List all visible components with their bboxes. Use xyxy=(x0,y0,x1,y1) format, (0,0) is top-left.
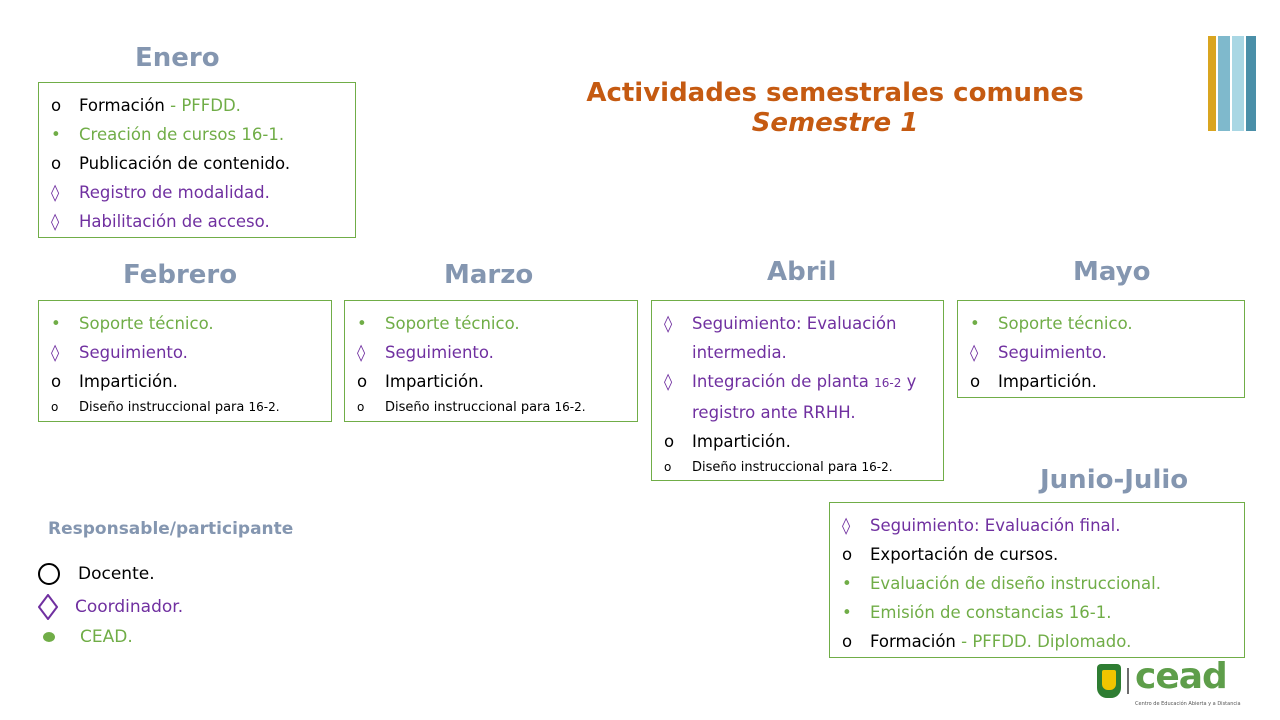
list-item xyxy=(49,338,321,367)
list-item xyxy=(968,309,1234,338)
list-item xyxy=(49,178,345,207)
month-heading-junio-julio: Junio-Julio xyxy=(1040,465,1189,495)
bullet-marker: ◊ xyxy=(51,343,60,362)
list-item-text: Exportación de cursos. xyxy=(870,545,1059,564)
month-box-febrero xyxy=(38,300,332,422)
list-item xyxy=(968,338,1234,367)
legend-item-docente xyxy=(38,563,155,585)
bar-teal-3 xyxy=(1246,36,1256,131)
bullet-marker: o xyxy=(842,632,853,651)
list-item-text: Soporte técnico. xyxy=(385,314,520,333)
bullet-marker: • xyxy=(842,603,852,622)
bullet-marker: o xyxy=(51,96,62,115)
bullet-marker: ◊ xyxy=(51,183,60,202)
list-item xyxy=(49,367,321,396)
month-heading-abril: Abril xyxy=(767,257,837,287)
logo-wordmark: cead xyxy=(1135,656,1227,697)
list-item xyxy=(840,540,1234,569)
cead-logo xyxy=(1097,656,1252,712)
list-item-text: Seguimiento. xyxy=(998,343,1107,362)
list-item-text: Emisión de constancias 16-1. xyxy=(870,603,1112,622)
legend-label-cead: CEAD. xyxy=(80,627,133,647)
list-item-text: Impartición. xyxy=(692,432,791,451)
list-item xyxy=(355,367,627,396)
bullet-marker: • xyxy=(51,125,61,144)
list-item xyxy=(662,427,933,456)
bullet-marker: • xyxy=(842,574,852,593)
list-item-text: Seguimiento: Evaluación final. xyxy=(870,516,1121,535)
list-item xyxy=(49,149,345,178)
month-heading-enero: Enero xyxy=(135,43,220,73)
title-line-1: Actividades semestrales comunes xyxy=(586,78,1084,108)
month-box-marzo xyxy=(344,300,638,422)
bullet-marker: o xyxy=(51,400,59,414)
month-heading-marzo: Marzo xyxy=(444,260,534,290)
bullet-marker: o xyxy=(664,460,672,474)
diamond-outline-icon xyxy=(38,594,58,620)
bullet-marker: ◊ xyxy=(664,372,673,391)
legend-item-cead xyxy=(38,627,133,647)
list-item xyxy=(662,367,933,427)
bullet-marker: o xyxy=(970,372,981,391)
bullet-marker: o xyxy=(842,545,853,564)
list-item-text: Integración de planta 16-2 y registro ante RRHH. xyxy=(692,372,917,422)
bullet-marker: ◊ xyxy=(664,314,673,333)
bar-gold xyxy=(1208,36,1216,131)
list-item xyxy=(840,627,1234,656)
month-box-mayo xyxy=(957,300,1245,398)
list-item-text: Formación - PFFDD. xyxy=(79,96,241,115)
list-item xyxy=(49,120,345,149)
list-item-text: Evaluación de diseño instruccional. xyxy=(870,574,1161,593)
list-item xyxy=(662,456,933,479)
title-line-2: Semestre 1 xyxy=(751,108,919,138)
list-item-text: Impartición. xyxy=(79,372,178,391)
list-item xyxy=(355,309,627,338)
list-item-text: Impartición. xyxy=(385,372,484,391)
list-item-text: Publicación de contenido. xyxy=(79,154,291,173)
circle-outline-icon xyxy=(38,563,60,585)
page-title xyxy=(560,78,1110,138)
bullet-marker: o xyxy=(357,372,368,391)
month-box-abril xyxy=(651,300,944,481)
list-item xyxy=(840,598,1234,627)
logo-divider xyxy=(1127,668,1129,694)
month-box-enero xyxy=(38,82,356,238)
list-item-text: Formación - PFFDD. Diplomado. xyxy=(870,632,1132,651)
list-item-text: Soporte técnico. xyxy=(79,314,214,333)
bullet-marker: • xyxy=(51,314,61,333)
dot-filled-icon xyxy=(43,632,55,642)
list-item xyxy=(355,396,627,419)
list-item xyxy=(49,91,345,120)
list-item-text: Diseño instruccional para 16-2. xyxy=(79,400,280,415)
list-item-text: Diseño instruccional para 16-2. xyxy=(385,400,586,415)
list-item xyxy=(355,338,627,367)
list-item xyxy=(49,207,345,236)
list-item-text: Diseño instruccional para 16-2. xyxy=(692,460,893,475)
bar-teal-2 xyxy=(1232,36,1244,131)
list-item xyxy=(49,309,321,338)
month-box-junio-julio xyxy=(829,502,1245,658)
list-item xyxy=(840,511,1234,540)
bullet-marker: o xyxy=(51,372,62,391)
list-item xyxy=(968,367,1234,396)
legend-label-docente: Docente. xyxy=(78,564,155,584)
legend-item-coordinador xyxy=(38,594,183,620)
list-item-text: Creación de cursos 16-1. xyxy=(79,125,285,144)
month-heading-febrero: Febrero xyxy=(123,260,238,290)
legend-label-coordinador: Coordinador. xyxy=(75,597,184,617)
list-item-text: Impartición. xyxy=(998,372,1097,391)
list-item-text: Registro de modalidad. xyxy=(79,183,270,202)
decorative-bars xyxy=(1208,36,1256,131)
bullet-marker: ◊ xyxy=(970,343,979,362)
bullet-marker: o xyxy=(51,154,62,173)
list-item xyxy=(49,396,321,419)
bullet-marker: • xyxy=(357,314,367,333)
bullet-marker: ◊ xyxy=(357,343,366,362)
list-item-text: Soporte técnico. xyxy=(998,314,1133,333)
bullet-marker: ◊ xyxy=(842,516,851,535)
list-item-text: Seguimiento: Evaluación intermedia. xyxy=(692,314,897,362)
list-item xyxy=(662,309,933,367)
bar-teal-1 xyxy=(1218,36,1230,131)
list-item-text: Habilitación de acceso. xyxy=(79,212,270,231)
list-item-text: Seguimiento. xyxy=(385,343,494,362)
bullet-marker: o xyxy=(664,432,675,451)
list-item xyxy=(840,569,1234,598)
bullet-marker: o xyxy=(357,400,365,414)
month-heading-mayo: Mayo xyxy=(1073,257,1151,287)
logo-tagline: Centro de Educación Abierta y a Distancia xyxy=(1135,701,1241,707)
bullet-marker: ◊ xyxy=(51,212,60,231)
university-seal-icon xyxy=(1097,664,1121,698)
list-item-text: Seguimiento. xyxy=(79,343,188,362)
bullet-marker: • xyxy=(970,314,980,333)
legend-heading: Responsable/participante xyxy=(48,519,294,539)
